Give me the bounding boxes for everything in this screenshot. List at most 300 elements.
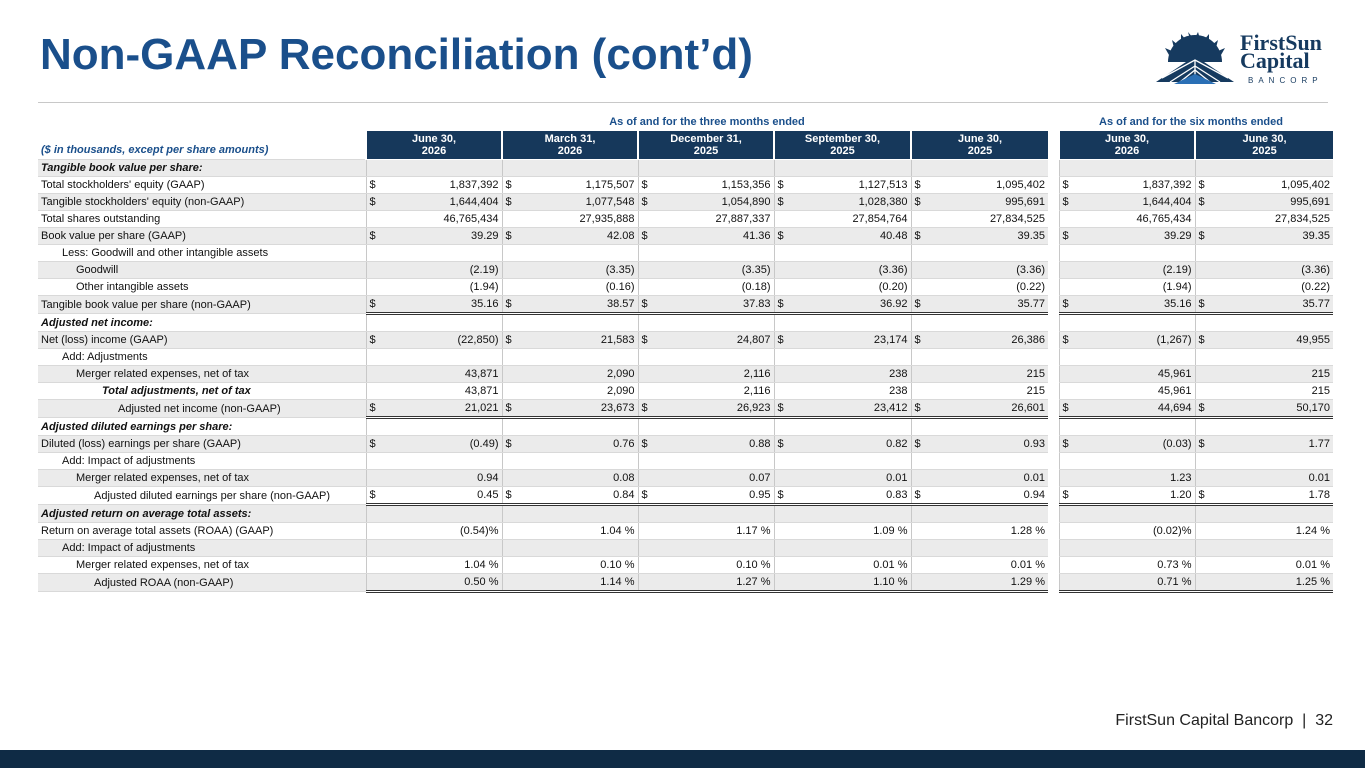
value-cell <box>1195 160 1333 177</box>
logo-line1: FirstSun <box>1240 30 1322 55</box>
value-cell <box>638 436 774 453</box>
value-text: 2,116 <box>743 368 771 380</box>
value-cell <box>911 383 1048 400</box>
value-text: (3.36) <box>878 264 908 276</box>
value-cell <box>502 523 638 540</box>
value-text: 35.16 <box>1163 298 1192 310</box>
col-header-q5: June 30, 2025 <box>911 131 1048 160</box>
value-cell <box>638 296 774 314</box>
dollar-sign: $ <box>369 438 376 450</box>
col-header-q2: March 31, 2026 <box>502 131 638 160</box>
value-text: 42.08 <box>606 230 635 242</box>
value-text: 46,765,434 <box>443 213 499 225</box>
value-text: 1,028,380 <box>858 196 908 208</box>
value-cell <box>502 211 638 228</box>
value-cell <box>366 245 502 262</box>
value-cell <box>1195 540 1333 557</box>
row-label: Diluted (loss) earnings per share (GAAP) <box>38 436 366 453</box>
value-text: 38.57 <box>606 298 635 310</box>
value-cell <box>366 177 502 194</box>
value-cell <box>502 296 638 314</box>
value-cell <box>1059 470 1195 487</box>
value-text: 0.01 <box>1308 472 1330 484</box>
value-cell <box>911 453 1048 470</box>
value-text: 0.71 % <box>1157 576 1192 588</box>
value-text: 0.88 <box>749 438 771 450</box>
value-cell <box>638 177 774 194</box>
value-text: (3.36) <box>1016 264 1045 276</box>
dollar-sign: $ <box>369 334 376 346</box>
table-row <box>38 574 1333 592</box>
value-text: (0.18) <box>741 281 771 293</box>
value-text: 1,095,402 <box>996 179 1045 191</box>
value-cell <box>638 523 774 540</box>
value-text: 0.45 <box>477 489 499 501</box>
value-text: 1,153,356 <box>721 179 771 191</box>
value-cell <box>911 160 1048 177</box>
table-row <box>38 436 1333 453</box>
value-cell <box>502 383 638 400</box>
value-cell <box>366 540 502 557</box>
value-cell <box>638 194 774 211</box>
value-cell <box>911 228 1048 245</box>
table-row <box>38 470 1333 487</box>
footer <box>1115 712 1333 730</box>
value-text: 0.08 <box>613 472 635 484</box>
value-cell <box>774 177 911 194</box>
value-cell <box>366 279 502 296</box>
page-title: Non-GAAP Reconciliation (cont’d) <box>40 30 753 79</box>
table-row <box>38 228 1333 245</box>
footer-separator: | <box>1302 712 1307 729</box>
page-number: 32 <box>1315 712 1333 729</box>
value-cell <box>502 453 638 470</box>
value-cell <box>1059 453 1195 470</box>
row-label: Book value per share (GAAP) <box>38 228 366 245</box>
value-cell <box>774 557 911 574</box>
value-cell <box>1195 296 1333 314</box>
value-cell <box>366 296 502 314</box>
row-label: Adjusted diluted earnings per share (non-GAAP) <box>38 487 366 505</box>
value-text: (0.02)% <box>1152 525 1192 537</box>
value-cell <box>638 349 774 366</box>
value-text: 26,923 <box>736 402 771 414</box>
value-cell <box>1059 349 1195 366</box>
value-cell <box>502 194 638 211</box>
value-cell <box>1195 505 1333 523</box>
value-text: 37.83 <box>742 298 771 310</box>
value-cell <box>502 279 638 296</box>
value-cell <box>774 366 911 383</box>
value-cell <box>366 314 502 332</box>
dollar-sign: $ <box>369 489 376 501</box>
value-text: 0.82 <box>886 438 908 450</box>
value-text: 1,175,507 <box>585 179 635 191</box>
value-cell <box>1059 418 1195 436</box>
dollar-sign: $ <box>914 179 921 191</box>
value-text: 50,170 <box>1296 402 1330 414</box>
value-text: (0.16) <box>605 281 635 293</box>
value-text: 0.10 % <box>736 559 771 571</box>
value-cell <box>774 279 911 296</box>
table-row <box>38 194 1333 211</box>
value-cell <box>1059 400 1195 418</box>
value-cell <box>774 194 911 211</box>
dollar-sign: $ <box>369 298 376 310</box>
value-text: 1,837,392 <box>1142 179 1192 191</box>
value-cell <box>638 262 774 279</box>
table-row <box>38 557 1333 574</box>
dollar-sign: $ <box>1198 298 1205 310</box>
company-logo <box>1152 30 1332 88</box>
logo-line3: BANCORP <box>1248 76 1323 85</box>
dollar-sign: $ <box>914 334 921 346</box>
value-text: 0.50 % <box>464 576 499 588</box>
value-cell <box>1059 296 1195 314</box>
value-text: (0.03) <box>1162 438 1192 450</box>
row-label: Adjusted return on average total assets: <box>38 505 366 523</box>
value-text: 1,054,890 <box>721 196 771 208</box>
dollar-sign: $ <box>505 196 512 208</box>
value-text: 46,765,434 <box>1136 213 1192 225</box>
value-text: 0.10 % <box>600 559 635 571</box>
value-text: 27,834,525 <box>1274 213 1330 225</box>
value-cell <box>911 177 1048 194</box>
col-header-ytd2: June 30, 2025 <box>1195 131 1333 160</box>
value-text: 1.28 % <box>1010 525 1045 537</box>
value-cell <box>774 349 911 366</box>
table-row <box>38 400 1333 418</box>
table-row <box>38 160 1333 177</box>
value-cell <box>911 279 1048 296</box>
value-text: 1.29 % <box>1010 576 1045 588</box>
value-cell <box>1195 245 1333 262</box>
value-cell <box>1059 436 1195 453</box>
value-cell <box>911 418 1048 436</box>
value-text: 1.14 % <box>600 576 635 588</box>
value-cell <box>1195 487 1333 505</box>
row-label: Return on average total assets (ROAA) (GAAP) <box>38 523 366 540</box>
dollar-sign: $ <box>505 402 512 414</box>
value-cell <box>911 296 1048 314</box>
value-cell <box>502 418 638 436</box>
value-text: 1.04 % <box>464 559 499 571</box>
value-text: 1.17 % <box>736 525 771 537</box>
value-cell <box>366 194 502 211</box>
value-cell <box>502 314 638 332</box>
value-cell <box>366 228 502 245</box>
value-cell <box>1195 400 1333 418</box>
value-cell <box>366 470 502 487</box>
value-cell <box>638 245 774 262</box>
value-cell <box>502 228 638 245</box>
value-cell <box>366 453 502 470</box>
dollar-sign: $ <box>641 230 648 242</box>
footer-bar <box>0 750 1365 768</box>
value-text: 238 <box>889 385 908 397</box>
value-cell <box>502 487 638 505</box>
value-cell <box>366 487 502 505</box>
value-cell <box>638 211 774 228</box>
table-row <box>38 540 1333 557</box>
dollar-sign: $ <box>1062 196 1069 208</box>
value-text: 39.29 <box>470 230 499 242</box>
units-label: ($ in thousands, except per share amounts) <box>38 131 366 160</box>
value-cell <box>1059 177 1195 194</box>
table-row <box>38 418 1333 436</box>
dollar-sign: $ <box>505 298 512 310</box>
value-text: (22,850) <box>457 334 499 346</box>
value-cell <box>502 436 638 453</box>
row-label: Goodwill <box>38 262 366 279</box>
value-cell <box>502 349 638 366</box>
value-text: 45,961 <box>1157 385 1192 397</box>
dollar-sign: $ <box>1198 179 1205 191</box>
dollar-sign: $ <box>1198 196 1205 208</box>
value-text: 1.78 <box>1308 489 1330 501</box>
value-text: (2.19) <box>1162 264 1192 276</box>
value-cell <box>1195 194 1333 211</box>
value-cell <box>774 160 911 177</box>
value-text: 49,955 <box>1296 334 1330 346</box>
table-row <box>38 211 1333 228</box>
value-cell <box>1059 505 1195 523</box>
dollar-sign: $ <box>369 230 376 242</box>
value-cell <box>1059 574 1195 592</box>
value-cell <box>911 194 1048 211</box>
table-row <box>38 177 1333 194</box>
value-cell <box>366 332 502 349</box>
table-row <box>38 487 1333 505</box>
value-cell <box>911 487 1048 505</box>
value-text: 23,174 <box>873 334 908 346</box>
value-cell <box>366 523 502 540</box>
dollar-sign: $ <box>641 489 648 501</box>
value-cell <box>502 470 638 487</box>
value-cell <box>774 314 911 332</box>
value-text: 23,673 <box>600 402 635 414</box>
value-cell <box>1195 349 1333 366</box>
value-cell <box>366 211 502 228</box>
value-text: (0.54)% <box>459 525 499 537</box>
value-cell <box>911 436 1048 453</box>
value-cell <box>774 332 911 349</box>
dollar-sign: $ <box>369 402 376 414</box>
row-label: Total shares outstanding <box>38 211 366 228</box>
value-cell <box>366 418 502 436</box>
value-text: 39.35 <box>1017 230 1045 242</box>
value-cell <box>638 487 774 505</box>
value-cell <box>366 436 502 453</box>
value-cell <box>502 160 638 177</box>
value-text: 27,887,337 <box>715 213 771 225</box>
value-cell <box>366 400 502 418</box>
dollar-sign: $ <box>777 489 784 501</box>
value-cell <box>638 279 774 296</box>
value-text: 1.09 % <box>873 525 908 537</box>
value-text: 0.01 % <box>873 559 908 571</box>
value-cell <box>1195 523 1333 540</box>
value-cell <box>911 366 1048 383</box>
dollar-sign: $ <box>914 230 921 242</box>
value-cell <box>1059 314 1195 332</box>
dollar-sign: $ <box>505 179 512 191</box>
table-row <box>38 279 1333 296</box>
value-cell <box>1059 487 1195 505</box>
value-cell <box>1195 314 1333 332</box>
table-row <box>38 262 1333 279</box>
dollar-sign: $ <box>1062 179 1069 191</box>
value-cell <box>638 332 774 349</box>
value-cell <box>366 366 502 383</box>
value-text: 1.25 % <box>1295 576 1330 588</box>
value-cell <box>502 245 638 262</box>
value-text: 21,021 <box>464 402 499 414</box>
value-text: 0.01 % <box>1010 559 1045 571</box>
value-cell <box>774 228 911 245</box>
col-header-q3: December 31, 2025 <box>638 131 774 160</box>
value-cell <box>502 574 638 592</box>
value-text: 215 <box>1026 368 1045 380</box>
dollar-sign: $ <box>641 438 648 450</box>
row-label: Merger related expenses, net of tax <box>38 470 366 487</box>
value-cell <box>1195 262 1333 279</box>
value-text: 2,090 <box>606 368 635 380</box>
value-text: 27,935,888 <box>579 213 635 225</box>
row-label: Adjusted ROAA (non-GAAP) <box>38 574 366 592</box>
value-text: 21,583 <box>600 334 635 346</box>
value-text: 0.84 <box>613 489 635 501</box>
value-cell <box>1059 279 1195 296</box>
value-text: 36.92 <box>879 298 908 310</box>
value-cell <box>638 314 774 332</box>
value-text: 1.77 <box>1308 438 1330 450</box>
value-text: 0.95 <box>749 489 771 501</box>
value-cell <box>1195 383 1333 400</box>
value-cell <box>502 505 638 523</box>
value-text: 24,807 <box>736 334 771 346</box>
dollar-sign: $ <box>505 334 512 346</box>
value-cell <box>911 574 1048 592</box>
value-cell <box>1059 366 1195 383</box>
value-cell <box>1195 332 1333 349</box>
value-cell <box>638 160 774 177</box>
value-cell <box>638 453 774 470</box>
value-text: 0.07 <box>749 472 771 484</box>
value-cell <box>911 470 1048 487</box>
value-text: (0.22) <box>1016 281 1045 293</box>
dollar-sign: $ <box>505 489 512 501</box>
row-label: Merger related expenses, net of tax <box>38 366 366 383</box>
value-cell <box>774 505 911 523</box>
value-cell <box>366 505 502 523</box>
value-cell <box>911 557 1048 574</box>
value-cell <box>1195 177 1333 194</box>
value-text: 215 <box>1026 385 1045 397</box>
value-text: 35.16 <box>470 298 499 310</box>
value-text: 1,095,402 <box>1281 179 1330 191</box>
row-label: Tangible book value per share: <box>38 160 366 177</box>
dollar-sign: $ <box>914 298 921 310</box>
dollar-sign: $ <box>1062 230 1069 242</box>
value-text: 0.83 <box>886 489 908 501</box>
value-text: 1.27 % <box>736 576 771 588</box>
table-row <box>38 383 1333 400</box>
row-label: Total adjustments, net of tax <box>38 383 366 400</box>
value-cell <box>502 262 638 279</box>
value-cell <box>502 540 638 557</box>
value-text: 2,090 <box>606 385 635 397</box>
value-cell <box>1195 228 1333 245</box>
value-text: 0.73 % <box>1157 559 1192 571</box>
value-cell <box>911 540 1048 557</box>
value-cell <box>1059 160 1195 177</box>
value-text: (1,267) <box>1156 334 1192 346</box>
value-cell <box>366 160 502 177</box>
value-text: 1,644,404 <box>1142 196 1192 208</box>
table-row <box>38 314 1333 332</box>
value-cell <box>1059 245 1195 262</box>
value-text: 41.36 <box>742 230 771 242</box>
dollar-sign: $ <box>505 438 512 450</box>
value-text: 0.94 <box>1023 489 1045 501</box>
value-cell <box>1059 540 1195 557</box>
col-header-ytd1: June 30, 2026 <box>1059 131 1195 160</box>
value-text: 0.01 <box>1023 472 1045 484</box>
value-text: 43,871 <box>464 368 499 380</box>
value-text: 44,694 <box>1157 402 1192 414</box>
col-header-q1: June 30, 2026 <box>366 131 502 160</box>
value-cell <box>911 349 1048 366</box>
value-cell <box>366 383 502 400</box>
value-text: 0.01 % <box>1295 559 1330 571</box>
value-text: (3.36) <box>1301 264 1330 276</box>
dollar-sign: $ <box>914 402 921 414</box>
dollar-sign: $ <box>777 196 784 208</box>
dollar-sign: $ <box>914 196 921 208</box>
value-cell <box>774 262 911 279</box>
value-text: 40.48 <box>879 230 908 242</box>
dollar-sign: $ <box>777 334 784 346</box>
value-cell <box>911 523 1048 540</box>
value-cell <box>638 383 774 400</box>
value-cell <box>366 349 502 366</box>
value-text: 27,834,525 <box>989 213 1045 225</box>
dollar-sign: $ <box>1062 489 1069 501</box>
value-cell <box>1059 383 1195 400</box>
table-row <box>38 332 1333 349</box>
value-cell <box>1059 228 1195 245</box>
value-cell <box>774 487 911 505</box>
value-text: (1.94) <box>1162 281 1192 293</box>
row-label: Tangible stockholders' equity (non-GAAP) <box>38 194 366 211</box>
dollar-sign: $ <box>1198 334 1205 346</box>
value-cell <box>502 400 638 418</box>
dollar-sign: $ <box>641 179 648 191</box>
value-cell <box>638 540 774 557</box>
value-cell <box>1195 557 1333 574</box>
value-cell <box>774 296 911 314</box>
value-text: 0.94 <box>477 472 499 484</box>
value-cell <box>1059 332 1195 349</box>
value-cell <box>502 557 638 574</box>
row-label: Net (loss) income (GAAP) <box>38 332 366 349</box>
value-text: 35.77 <box>1302 298 1330 310</box>
reconciliation-table <box>38 131 1333 593</box>
value-cell <box>638 366 774 383</box>
table-row <box>38 453 1333 470</box>
value-cell <box>774 470 911 487</box>
